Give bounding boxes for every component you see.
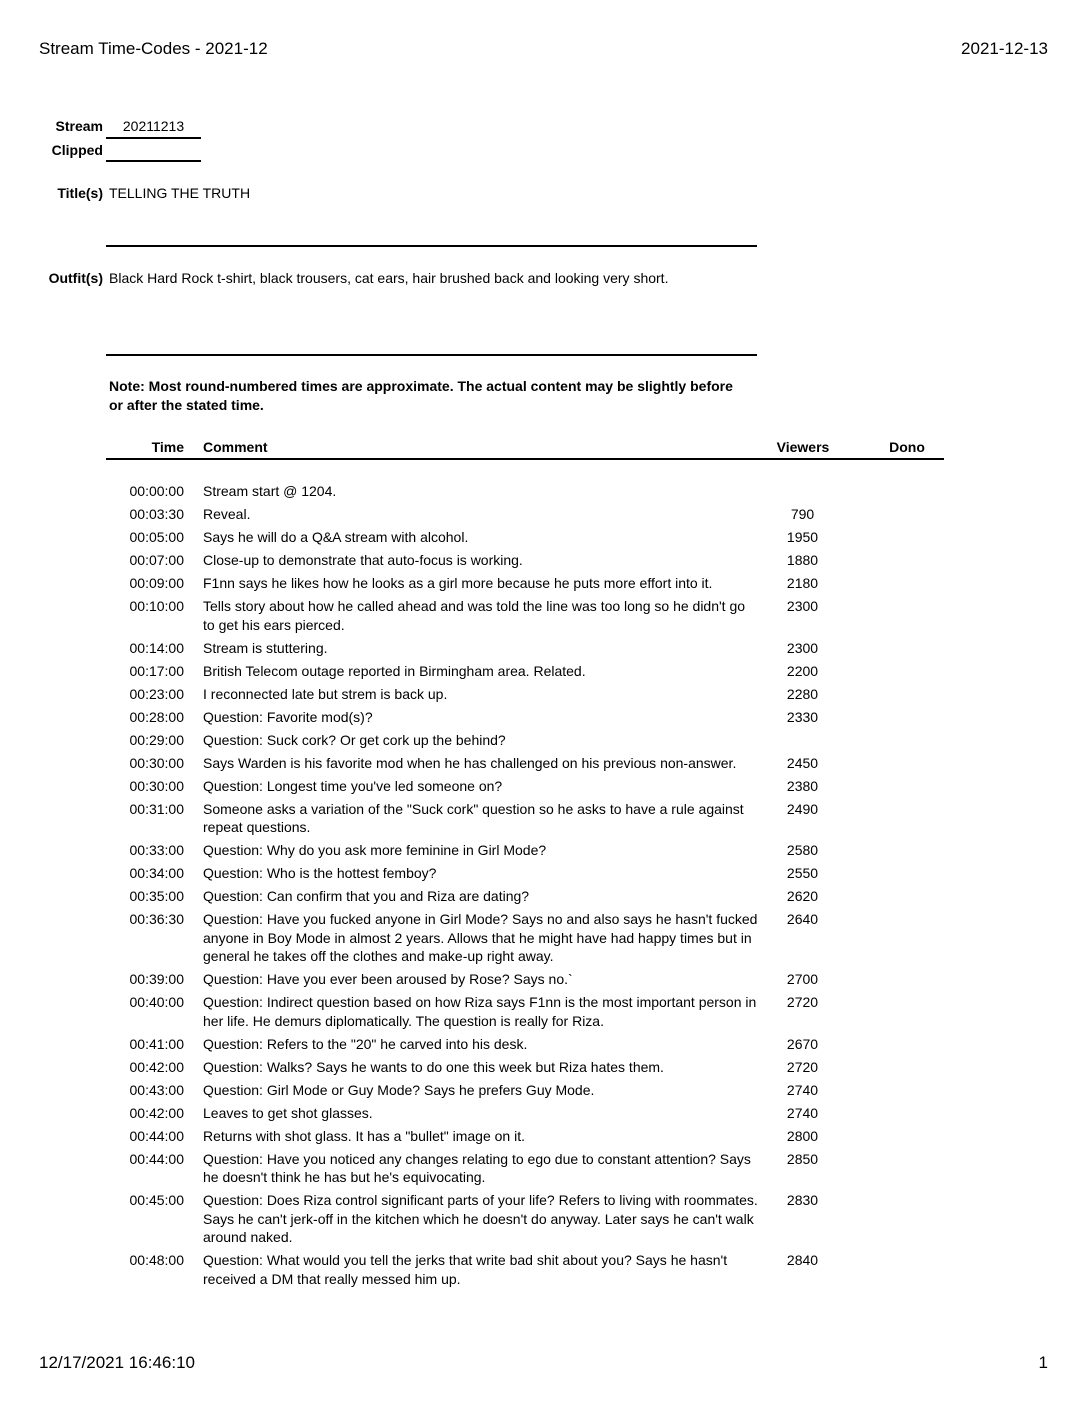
row-comment: British Telecom outage reported in Birmingham area. Related.	[203, 662, 586, 679]
row-viewers: 2830	[786, 1192, 819, 1208]
stream-underline	[106, 137, 201, 139]
table-row	[106, 505, 946, 528]
row-comment: Question: Who is the hottest femboy?	[203, 865, 437, 881]
row-time: 00:42:00	[129, 1058, 184, 1075]
outfits-value: Black Hard Rock t-shirt, black trousers, cat ears, hair brushed back and looking very short.	[109, 270, 669, 286]
table-row	[106, 993, 946, 1035]
row-viewers: 2280	[786, 685, 819, 702]
row-time: 00:29:00	[129, 731, 184, 748]
row-viewers: 2550	[786, 865, 819, 881]
row-time: 00:17:00	[129, 662, 184, 679]
titles-value: TELLING THE TRUTH	[109, 185, 251, 201]
row-viewers: 2450	[786, 754, 819, 771]
row-comment: Reveal.	[203, 506, 251, 522]
row-time: 00:00:00	[129, 483, 184, 499]
row-viewers: 2300	[786, 639, 819, 656]
table-row	[106, 597, 946, 639]
row-viewers: 2200	[786, 662, 819, 679]
table-row	[106, 1191, 946, 1251]
titles-label: Title(s)	[57, 185, 103, 201]
table-row	[106, 841, 946, 864]
row-viewers: 2300	[786, 598, 819, 614]
row-viewers: 2840	[786, 1252, 819, 1268]
row-comment: Close-up to demonstrate that auto-focus is working.	[203, 552, 523, 568]
row-time: 00:23:00	[129, 685, 184, 702]
row-time: 00:44:00	[129, 1127, 184, 1144]
titles-divider	[106, 245, 757, 247]
row-viewers: 2490	[786, 800, 819, 817]
row-comment: Question: Can confirm that you and Riza are dating?	[203, 888, 530, 904]
print-timestamp: 12/17/2021 16:46:10	[39, 1353, 195, 1372]
table-row	[106, 800, 946, 842]
table-header-rule	[106, 458, 944, 460]
row-viewers: 2640	[786, 911, 819, 927]
table-row	[106, 1081, 946, 1104]
column-header-viewers: Viewers	[776, 439, 830, 455]
row-comment: Question: Refers to the "20" he carved into his desk.	[203, 1035, 528, 1052]
timecode-table	[106, 482, 946, 1293]
clipped-underline	[106, 160, 201, 162]
row-time: 00:45:00	[129, 1192, 184, 1208]
column-header-comment: Comment	[203, 439, 268, 455]
row-comment: Question: Longest time you've led someone on?	[203, 777, 503, 794]
row-comment: Stream is stuttering.	[203, 639, 328, 656]
table-row	[106, 754, 946, 777]
table-row	[106, 1150, 946, 1192]
row-viewers: 790	[790, 506, 815, 522]
row-time: 00:39:00	[129, 971, 184, 987]
row-time: 00:35:00	[129, 888, 184, 904]
table-row	[106, 777, 946, 800]
row-comment: Someone asks a variation of the "Suck cork" question so he asks to have a rule against repeat questions.	[203, 800, 744, 835]
table-row	[106, 1251, 946, 1293]
row-viewers: 2180	[786, 575, 819, 591]
row-viewers: 1880	[786, 552, 819, 568]
row-comment: Question: Suck cork? Or get cork up the behind?	[203, 731, 506, 748]
row-time: 00:34:00	[129, 865, 184, 881]
row-comment: F1nn says he likes how he looks as a girl more because he puts more effort into it.	[203, 575, 713, 591]
stream-value: 20211213	[122, 118, 185, 134]
page-number: 1	[1038, 1353, 1048, 1372]
table-row	[106, 708, 946, 731]
row-comment: Question: Why do you ask more feminine in Girl Mode?	[203, 842, 547, 858]
table-row	[106, 731, 946, 754]
row-viewers: 2850	[786, 1150, 819, 1167]
row-comment: Question: Does Riza control significant parts of your life? Refers to living with roommates. Says he can't jerk-off in the kitchen which he doesn't do anyway. Later says he can't walk around naked.	[203, 1192, 758, 1245]
row-comment: Says Warden is his favorite mod when he has challenged on his previous non-answer.	[203, 754, 737, 771]
row-comment: Stream start @ 1204.	[203, 483, 337, 499]
table-row	[106, 1104, 946, 1127]
table-row	[106, 1058, 946, 1081]
row-viewers: 2740	[786, 1081, 819, 1098]
row-time: 00:40:00	[129, 994, 184, 1010]
document-title: Stream Time-Codes - 2021-12	[39, 39, 268, 58]
row-time: 00:41:00	[129, 1035, 184, 1052]
row-comment: Question: Have you fucked anyone in Girl Mode? Says no and also says he hasn't fucked anyone in Boy Mode in almost 2 years. Allows that he might have had happy times but in general he takes off the clothes and make-up right away.	[203, 911, 758, 964]
table-row	[106, 551, 946, 574]
row-viewers: 2620	[786, 888, 819, 904]
row-time: 00:09:00	[129, 575, 184, 591]
row-comment: Question: Have you noticed any changes relating to ego due to constant attention? Says he doesn't think he has but he's equivocating.	[203, 1150, 751, 1185]
row-time: 00:48:00	[129, 1252, 184, 1268]
row-time: 00:30:00	[129, 777, 184, 794]
row-time: 00:05:00	[129, 529, 184, 545]
row-comment: Question: Girl Mode or Guy Mode? Says he prefers Guy Mode.	[203, 1081, 595, 1098]
table-row	[106, 864, 946, 887]
row-viewers: 2380	[786, 777, 819, 794]
row-comment: Question: Indirect question based on how Riza says F1nn is the most important person in her life. He demurs diplomatically. The question is really for Riza.	[203, 994, 757, 1029]
table-row	[106, 574, 946, 597]
row-time: 00:36:30	[129, 911, 184, 927]
note-text: Note: Most round-numbered times are approximate. The actual content may be slightly before or after the stated time.	[109, 378, 733, 413]
table-row	[106, 910, 946, 970]
row-viewers: 2800	[786, 1127, 819, 1144]
document-date: 2021-12-13	[961, 39, 1048, 58]
table-row	[106, 639, 946, 662]
row-time: 00:10:00	[129, 598, 184, 614]
row-time: 00:07:00	[129, 552, 184, 568]
table-row	[106, 970, 946, 993]
outfits-divider	[106, 354, 757, 356]
row-time: 00:33:00	[129, 842, 184, 858]
row-comment: I reconnected late but strem is back up.	[203, 685, 448, 702]
column-header-dono: Dono	[889, 439, 925, 455]
row-viewers: 2720	[786, 994, 819, 1010]
table-row	[106, 1127, 946, 1150]
table-row	[106, 887, 946, 910]
row-comment: Question: Have you ever been aroused by Rose? Says no.`	[203, 971, 573, 987]
row-time: 00:14:00	[129, 639, 184, 656]
row-viewers: 2670	[786, 1035, 819, 1052]
table-row	[106, 528, 946, 551]
row-viewers: 2720	[786, 1058, 819, 1075]
row-viewers: 2700	[786, 971, 819, 987]
row-comment: Leaves to get shot glasses.	[203, 1104, 373, 1121]
row-time: 00:44:00	[129, 1150, 184, 1167]
row-viewers: 2740	[786, 1104, 819, 1121]
table-row	[106, 1035, 946, 1058]
row-comment: Question: Walks? Says he wants to do one this week but Riza hates them.	[203, 1058, 664, 1075]
table-row	[106, 685, 946, 708]
column-header-time: Time	[151, 439, 184, 455]
row-time: 00:03:30	[129, 506, 184, 522]
table-row	[106, 482, 946, 505]
row-time: 00:28:00	[129, 708, 184, 725]
row-viewers: 2580	[786, 842, 819, 858]
row-time: 00:42:00	[129, 1104, 184, 1121]
table-row	[106, 662, 946, 685]
stream-label: Stream	[55, 118, 103, 134]
row-viewers: 1950	[786, 529, 819, 545]
row-comment: Tells story about how he called ahead and was told the line was too long so he didn't go to get his ears pierced.	[203, 598, 746, 633]
row-comment: Says he will do a Q&A stream with alcohol.	[203, 529, 469, 545]
row-time: 00:43:00	[129, 1081, 184, 1098]
row-comment: Returns with shot glass. It has a "bullet" image on it.	[203, 1127, 525, 1144]
row-comment: Question: What would you tell the jerks that write bad shit about you? Says he hasn't received a DM that really messed him up.	[203, 1252, 728, 1287]
outfits-label: Outfit(s)	[48, 270, 103, 286]
row-viewers: 2330	[786, 708, 819, 725]
clipped-label: Clipped	[51, 142, 103, 158]
row-comment: Question: Favorite mod(s)?	[203, 708, 373, 725]
row-time: 00:31:00	[129, 800, 184, 817]
row-time: 00:30:00	[129, 754, 184, 771]
